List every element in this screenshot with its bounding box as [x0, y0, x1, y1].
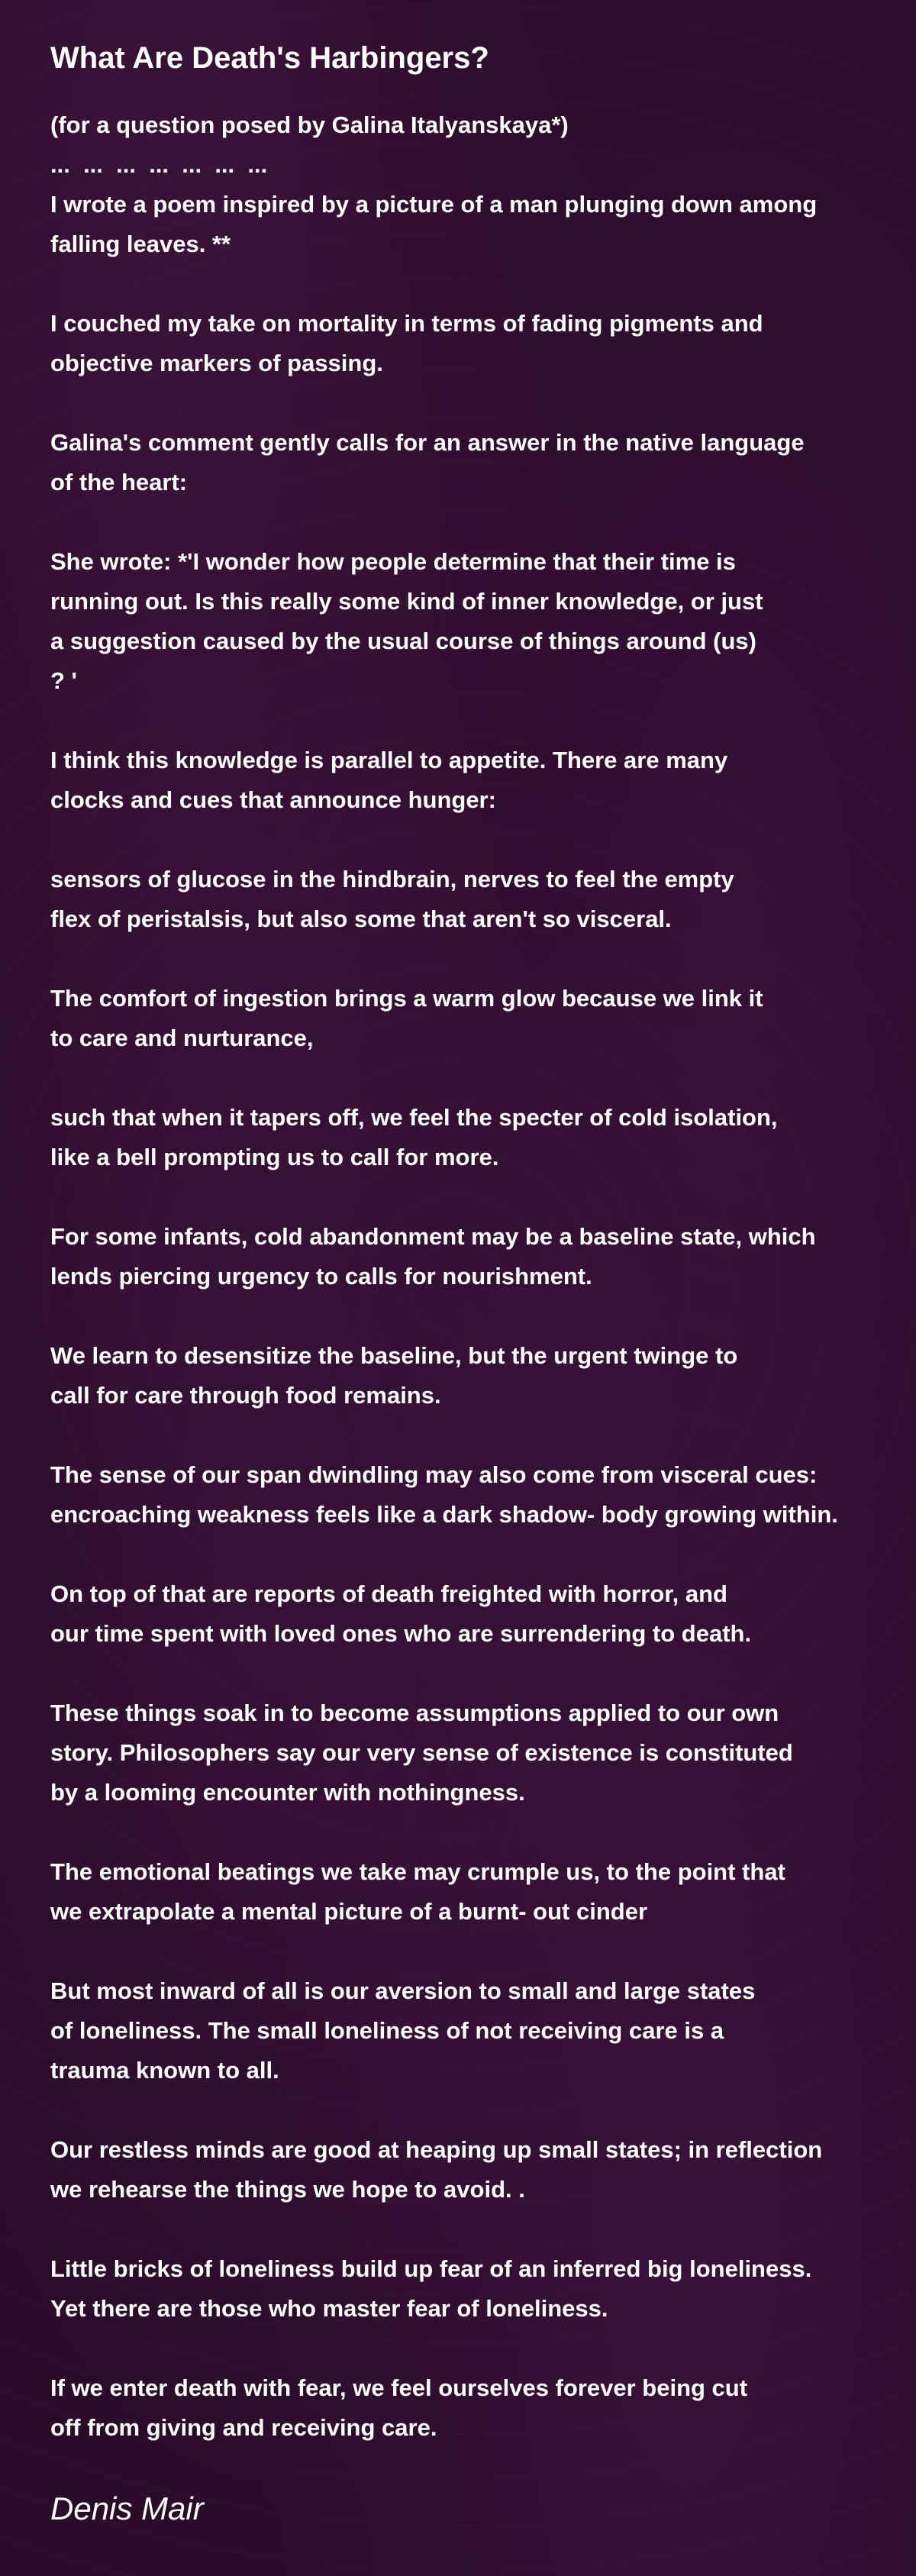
poem-author: Denis Mair	[50, 2490, 204, 2526]
poem-stanza	[50, 1971, 873, 2090]
poem-stanza	[50, 542, 873, 701]
poem-line: running out. Is this really some kind of inner knowledge, or just	[50, 588, 763, 615]
poem-line: Galina's comment gently calls for an answer in the native language	[50, 429, 805, 456]
poem-line: such that when it tapers off, we feel the specter of cold isolation,	[50, 1104, 778, 1131]
poem-line: Yet there are those who master fear of loneliness.	[50, 2295, 608, 2322]
poem-line: Our restless minds are good at heaping up small states; in reflection	[50, 2136, 823, 2163]
poem-line: lends piercing urgency to calls for nourishment.	[50, 1263, 592, 1290]
poem-line: Little bricks of loneliness build up fear of an inferred big loneliness.	[50, 2255, 812, 2282]
poem-line: by a looming encounter with nothingness.	[50, 1779, 525, 1806]
poem-line: we rehearse the things we hope to avoid. .	[50, 2176, 525, 2203]
poem-stanza	[50, 105, 873, 264]
poem-line: our time spent with loved ones who are surrendering to death.	[50, 1620, 752, 1647]
poem-stanza	[50, 304, 873, 383]
poem-line: clocks and cues that announce hunger:	[50, 786, 496, 813]
poem-line: call for care through food remains.	[50, 1382, 441, 1409]
poem-stanza	[50, 1336, 873, 1416]
poem-body	[50, 105, 873, 2448]
poem-line: The emotional beatings we take may crumple us, to the point that	[50, 1858, 785, 1885]
poem-line: encroaching weakness feels like a dark shadow- body growing within.	[50, 1501, 838, 1528]
poem-line: These things soak in to become assumptions applied to our own	[50, 1700, 779, 1726]
poem-line: For some infants, cold abandonment may be a baseline state, which	[50, 1223, 816, 1250]
poem-line: of the heart:	[50, 469, 188, 496]
poem-line: We learn to desensitize the baseline, but the urgent twinge to	[50, 1342, 738, 1369]
poem-stanza	[50, 979, 873, 1058]
poem-stanza	[50, 423, 873, 502]
poem-line: On top of that are reports of death freighted with horror, and	[50, 1580, 727, 1607]
poem-line: falling leaves. **	[50, 231, 231, 257]
poem-stanza	[50, 2249, 873, 2329]
poem-stanza	[50, 1693, 873, 1813]
poem-line: trauma known to all.	[50, 2057, 279, 2084]
poem-stanza	[50, 1098, 873, 1177]
poem-line: we extrapolate a mental picture of a burnt- out cinder	[50, 1898, 648, 1925]
poem-line: If we enter death with fear, we feel ourselves forever being cut	[50, 2374, 748, 2401]
poem-stanza	[50, 1574, 873, 1654]
poem-line: of loneliness. The small loneliness of not receiving care is a	[50, 2017, 724, 2044]
poem-title: What Are Death's Harbingers?	[50, 41, 489, 75]
poem-stanza	[50, 741, 873, 820]
poem-line: The comfort of ingestion brings a warm glow because we link it	[50, 985, 763, 1012]
poem-stanza	[50, 1217, 873, 1296]
poem-stanza	[50, 2130, 873, 2210]
poem-line: I couched my take on mortality in terms of fading pigments and	[50, 310, 763, 337]
poem-stanza	[50, 1455, 873, 1535]
poem-line: She wrote: *'I wonder how people determine that their time is	[50, 548, 736, 575]
poem-line: off from giving and receiving care.	[50, 2414, 437, 2441]
poem-line: The sense of our span dwindling may also come from visceral cues:	[50, 1461, 818, 1488]
poem-line: I wrote a poem inspired by a picture of a man plunging down among	[50, 191, 818, 218]
poem-line: story. Philosophers say our very sense of existence is constituted	[50, 1739, 793, 1766]
poem-line: But most inward of all is our aversion to small and large states	[50, 1977, 756, 2004]
poem-line: like a bell prompting us to call for more.	[50, 1144, 499, 1170]
poem-stanza	[50, 860, 873, 939]
poem-line: to care and nurturance,	[50, 1025, 314, 1051]
poem-line: ? '	[50, 667, 77, 694]
poem-line: flex of peristalsis, but also some that aren't so visceral.	[50, 905, 672, 932]
poem-line: sensors of glucose in the hindbrain, nerves to feel the empty	[50, 866, 734, 893]
poem-stanza	[50, 2368, 873, 2448]
poem-line: objective markers of passing.	[50, 350, 383, 376]
poem-line: (for a question posed by Galina Italyanskaya*)	[50, 111, 569, 138]
poem-line: I think this knowledge is parallel to appetite. There are many	[50, 747, 728, 773]
poem-stanza	[50, 1852, 873, 1932]
poem-line: a suggestion caused by the usual course of things around (us)	[50, 628, 756, 654]
poem-line: ... ... ... ... ... ... ...	[50, 151, 268, 178]
